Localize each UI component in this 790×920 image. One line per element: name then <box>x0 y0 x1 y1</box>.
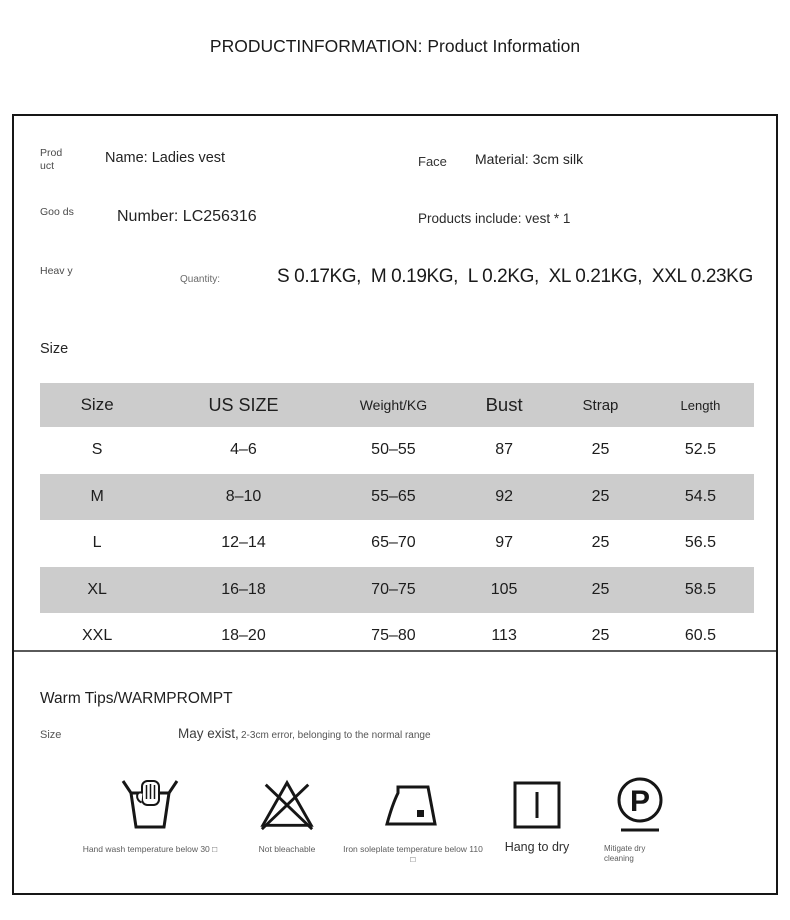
iron-icon <box>343 775 483 835</box>
table-cell: 50–55 <box>371 441 416 459</box>
size-table-body <box>40 427 754 660</box>
product-info-panel <box>12 114 778 895</box>
table-cell: 16–18 <box>154 567 333 614</box>
care-item-no-bleach <box>217 775 357 854</box>
column-header: Weight/KG <box>333 383 454 427</box>
table-cell: L <box>92 534 102 552</box>
table-row <box>40 567 754 614</box>
table-cell: 25 <box>554 567 647 614</box>
care-item-iron <box>343 775 483 864</box>
table-cell: 12–14 <box>221 534 266 552</box>
table-cell: 4–6 <box>230 441 257 459</box>
care-item-hand-wash <box>80 775 220 854</box>
care-item-dry-clean <box>570 775 710 864</box>
table-cell: 55–65 <box>333 474 454 521</box>
column-header: US SIZE <box>154 383 333 427</box>
table-cell: 92 <box>454 474 554 521</box>
table-cell: XXL <box>81 627 113 645</box>
column-header: Strap <box>554 383 647 427</box>
table-cell: 25 <box>591 441 610 459</box>
warm-tips-note-detail: 2-3cm error, belonging to the normal range <box>241 730 431 741</box>
table-cell: 97 <box>495 534 513 552</box>
table-row <box>40 474 754 521</box>
warm-tips-heading: Warm Tips/WARMPROMPT <box>40 690 233 707</box>
table-row <box>40 520 754 567</box>
products-include-value: Products include: vest * 1 <box>418 211 571 226</box>
svg-text:P: P <box>629 785 651 818</box>
no-bleach-icon <box>217 775 357 835</box>
product-row-label: Prod uct <box>40 147 63 172</box>
warm-tips-note: May exist, <box>178 726 239 741</box>
table-cell: S <box>91 441 103 459</box>
table-cell: 25 <box>591 534 610 552</box>
care-label: Hand wash temperature below 30 □ <box>82 844 218 854</box>
table-row <box>40 427 754 474</box>
care-label: Not bleachable <box>258 844 316 854</box>
section-divider <box>14 650 776 652</box>
goods-row-label: Goo ds <box>40 206 74 218</box>
table-cell: M <box>40 474 154 521</box>
table-cell: 75–80 <box>371 627 416 645</box>
table-cell: 58.5 <box>647 567 754 614</box>
table-cell: 113 <box>491 627 517 645</box>
size-table <box>40 383 754 660</box>
table-cell: 70–75 <box>333 567 454 614</box>
material-value: Material: 3cm silk <box>475 151 584 167</box>
care-label: Hang to dry <box>504 840 570 854</box>
column-header: Bust <box>454 383 554 427</box>
size-weights-value: S 0.17KG, M 0.19KG, L 0.2KG, XL 0.21KG, XXL 0.23KG <box>277 266 753 287</box>
table-cell: 52.5 <box>684 441 716 459</box>
size-section-heading: Size <box>40 341 69 357</box>
face-label: Face <box>418 154 447 169</box>
goods-number-value: Number: LC256316 <box>117 208 257 225</box>
warm-tips-size-label: Size <box>40 729 62 741</box>
care-label: Mitigate dry cleaning <box>604 844 646 863</box>
table-cell: 56.5 <box>684 534 716 552</box>
size-table-header-row <box>40 383 754 427</box>
weight-row-label: Heav y <box>40 265 73 277</box>
hand-wash-icon <box>80 775 220 835</box>
table-row <box>40 613 754 660</box>
table-cell: 8–10 <box>154 474 333 521</box>
table-cell: 18–20 <box>221 627 266 645</box>
table-cell: 87 <box>495 441 513 459</box>
care-label: Iron soleplate temperature below 110 □ <box>343 844 483 864</box>
table-cell: 25 <box>591 627 610 645</box>
quantity-label: Quantity: <box>180 274 221 285</box>
column-header: Length <box>647 383 754 427</box>
dry-clean-icon <box>570 775 710 835</box>
table-cell: 65–70 <box>371 534 416 552</box>
product-name-value: Name: Ladies vest <box>105 150 226 166</box>
table-cell: 105 <box>454 567 554 614</box>
table-cell: XL <box>40 567 154 614</box>
page-title: PRODUCTINFORMATION: Product Information <box>209 36 581 56</box>
table-cell: 54.5 <box>647 474 754 521</box>
table-cell: 60.5 <box>684 627 716 645</box>
column-header: Size <box>40 383 154 427</box>
table-cell: 25 <box>554 474 647 521</box>
